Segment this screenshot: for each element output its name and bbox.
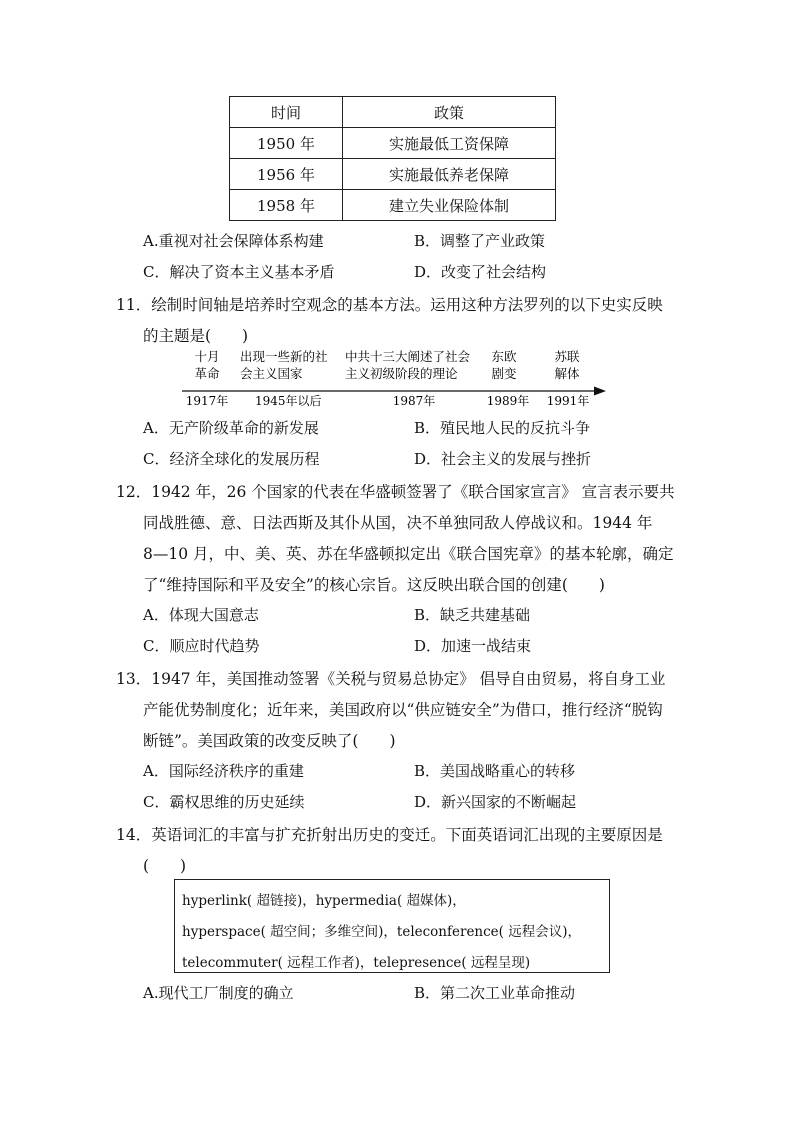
q13-option-a[interactable]: A．国际经济秩序的重建: [143, 762, 304, 780]
table-row: [230, 159, 556, 190]
q12-stem-line1: 12．1942 年，26 个国家的代表在华盛顿签署了《联合国家宣言》 宣言表示要共: [116, 483, 675, 501]
q13-option-c[interactable]: C．霸权思维的历史延续: [143, 793, 305, 811]
q12-option-c[interactable]: C．顺应时代趋势: [143, 637, 260, 655]
timeline-year-label: 1991年: [546, 394, 590, 408]
vocab-line: hyperspace( 超空间；多维空间)，teleconference( 远程会议)，: [182, 924, 582, 940]
table-cell: 1956 年: [230, 159, 343, 190]
timeline-event-label: 剧变: [491, 366, 517, 381]
q10-option-c[interactable]: C．解决了资本主义基本矛盾: [143, 263, 335, 281]
q13-stem-line2: 产能优势制度化；近年来，美国政府以“供应链安全”为借口，推行经济“脱钩: [143, 701, 663, 719]
vocab-line: telecommuter( 远程工作者)，telepresence( 远程呈现): [182, 955, 531, 971]
timeline-event-label: 出现一些新的社: [240, 349, 328, 364]
q11-option-d[interactable]: D．社会主义的发展与挫折: [414, 450, 592, 468]
q14-stem-line1: 14．英语词汇的丰富与扩充折射出历史的变迁。下面英语词汇出现的主要原因是: [116, 826, 663, 844]
q13-option-b[interactable]: B．美国战略重心的转移: [414, 762, 576, 780]
q10-option-b[interactable]: B．调整了产业政策: [414, 232, 546, 250]
table-header-cell: 时间: [230, 97, 343, 128]
q14-option-a[interactable]: A.现代工厂制度的确立: [143, 984, 294, 1002]
table-cell: 实施最低工资保障: [343, 128, 556, 159]
q11-stem-line2: 的主题是( ): [143, 327, 249, 345]
q13-stem-line3: 断链”。美国政策的改变反映了( ): [143, 732, 396, 750]
table-cell: 1958 年: [230, 190, 343, 221]
timeline-diagram: [178, 346, 608, 408]
timeline-event-label: 苏联: [554, 349, 580, 364]
timeline-event-label: 十月: [194, 349, 220, 364]
timeline-year-label: 1917年: [185, 394, 229, 408]
q13-option-d[interactable]: D．新兴国家的不断崛起: [414, 793, 577, 811]
timeline-event-label: 革命: [194, 366, 220, 381]
vocabulary-box: [174, 879, 610, 973]
q10-option-a[interactable]: A.重视对社会保障体系构建: [143, 232, 324, 250]
q12-stem-line2: 同战胜德、意、日法西斯及其仆从国，决不单独同敌人停战议和。1944 年: [143, 514, 653, 532]
timeline-year-label: 1989年: [486, 394, 530, 408]
q11-option-b[interactable]: B．殖民地人民的反抗斗争: [414, 419, 591, 437]
q14-stem-line2: ( ): [143, 857, 187, 875]
timeline-year-label: 1945年以后: [255, 394, 322, 408]
table-row: [230, 128, 556, 159]
q12-stem-line4: 了“维持国际和平及安全”的核心宗旨。这反映出联合国的创建( ): [143, 576, 605, 594]
q11-option-c[interactable]: C．经济全球化的发展历程: [143, 450, 320, 468]
q12-option-d[interactable]: D．加速一战结束: [414, 637, 532, 655]
q10-option-d[interactable]: D．改变了社会结构: [414, 263, 547, 281]
table-header-row: [230, 97, 556, 128]
timeline-arrow-icon: [594, 387, 606, 396]
q12-option-a[interactable]: A．体现大国意志: [143, 606, 259, 624]
table-cell: 1950 年: [230, 128, 343, 159]
table-cell: 建立失业保险体制: [343, 190, 556, 221]
timeline-event-label: 东欧: [491, 349, 517, 364]
table-cell: 实施最低养老保障: [343, 159, 556, 190]
q11-stem-line1: 11．绘制时间轴是培养时空观念的基本方法。运用这种方法罗列的以下史实反映: [116, 296, 663, 314]
q14-option-b[interactable]: B．第二次工业革命推动: [414, 984, 576, 1002]
timeline-event-label: 中共十三大阐述了社会: [345, 349, 471, 364]
q12-stem-line3: 8—10 月，中、美、英、苏在华盛顿拟定出《联合国宪章》的基本轮廓，确定: [143, 545, 674, 563]
table-row: [230, 190, 556, 221]
timeline-event-label: 解体: [554, 366, 580, 381]
policy-table: [229, 96, 556, 221]
q11-option-a[interactable]: A．无产阶级革命的新发展: [143, 419, 319, 437]
q13-stem-line1: 13．1947 年，美国推动签署《关税与贸易总协定》 倡导自由贸易，将自身工业: [116, 670, 666, 688]
q12-option-b[interactable]: B．缺乏共建基础: [414, 606, 531, 624]
timeline-year-label: 1987年: [392, 394, 436, 408]
timeline-event-label: 主义初级阶段的理论: [345, 366, 458, 381]
timeline-event-label: 会主义国家: [240, 366, 303, 381]
vocab-line: hyperlink( 超链接)，hypermedia( 超媒体)，: [182, 893, 466, 909]
table-header-cell: 政策: [343, 97, 556, 128]
